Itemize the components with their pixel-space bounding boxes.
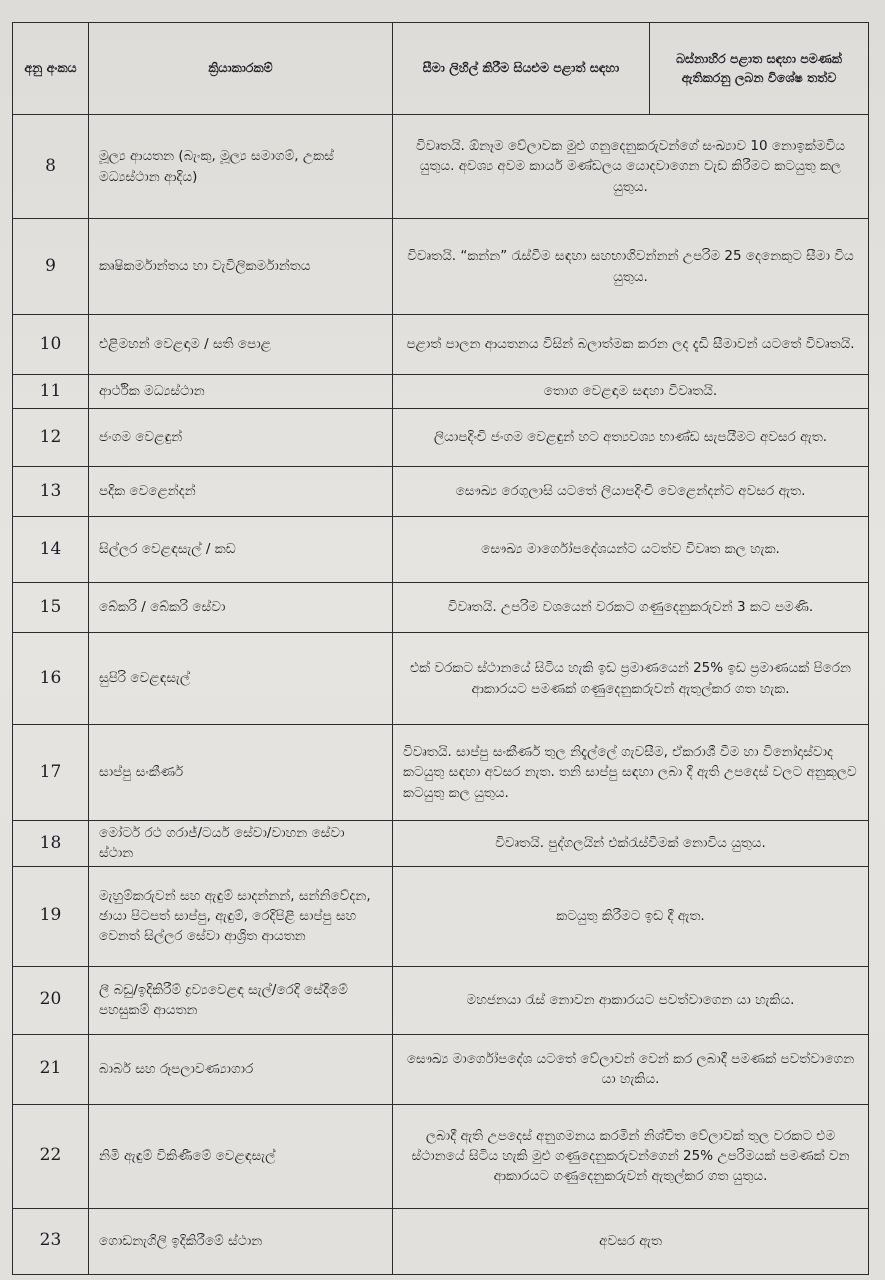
row-activity: සිල්ලර වෙළඳසැල් / කඩ	[89, 517, 393, 583]
table-row	[13, 1104, 869, 1208]
row-activity: සාප්පු සංකීර්ණ	[89, 725, 393, 821]
row-number: 21	[13, 1034, 89, 1104]
row-number: 11	[13, 375, 89, 409]
header-number: අනු අංකය	[13, 23, 89, 115]
row-activity: මූල්‍ය ආයතන (බැංකු, මූල්‍ය සමාගම්, උකස් මධ්‍යස්ථාන ආදිය)	[89, 115, 393, 219]
table-row	[13, 115, 869, 219]
row-activity: බේකරි / බේකරි සේවා	[89, 583, 393, 633]
row-number: 19	[13, 866, 89, 966]
row-number: 12	[13, 409, 89, 467]
header-activity: ක්‍රියාකාරකම්	[89, 23, 393, 115]
table-row	[13, 219, 869, 315]
header-western-province: බස්නාහිර පළාත සඳහා පමණක් ඇතිකරනු ලබන විශේෂ තත්ව	[650, 23, 869, 115]
row-number: 23	[13, 1208, 89, 1274]
row-activity: නිමි ඇඳුම් විකිණීමේ වෙළඳසැල්	[89, 1104, 393, 1208]
row-activity: පදික වෙළෙන්දන්	[89, 467, 393, 517]
row-condition: ලබාදී ඇති උපදෙස් අනුගමනය කරමින් නිශ්චිත වේලාවක් තුල වරකට එම ස්ථානයේ සිටිය හැකි මුළු ගණුදෙනුකරුවන්ගෙන් 25% උපරිමයක් පමණක් වන ආකාරයට ගණුදෙනුකරුවන් ඇතුල්කර ගත යුතුය.	[393, 1104, 869, 1208]
row-number: 22	[13, 1104, 89, 1208]
row-number: 14	[13, 517, 89, 583]
table-row	[13, 633, 869, 725]
row-condition: විවෘතයි. සාප්පු සංකීර්ණ තුල නිදැල්ලේ ගැවසීම, ඒකරාශී වීම හා විනෝදාස්වාද කටයුතු සඳහා අවසර නැත. තනි සාප්පු සඳහා ලබා දී ඇති උපදෙස් වලට අනුකූලව කටයුතු කල යුතුය.	[393, 725, 869, 821]
row-activity: කෘෂිකර්මාන්තය හා වැවිලිකර්මාන්තය	[89, 219, 393, 315]
row-condition: සෞඛ්‍ය මාර්ගෝපදේශ යටතේ වේලාවන් වෙන් කර ලබාදී පමණක් පවත්වාගෙන යා හැකිය.	[393, 1034, 869, 1104]
row-activity: ආර්ථික මධ්‍යස්ථාන	[89, 375, 393, 409]
table-row	[13, 375, 869, 409]
row-condition: විවෘතයි. පුද්ගලයින් එක්රැස්වීමක් නොවිය යුතුය.	[393, 821, 869, 867]
table-row	[13, 315, 869, 375]
row-condition: එක් වරකට ස්ථානයේ සිටිය හැකි ඉඩ ප්‍රමාණයෙන් 25% ඉඩ ප්‍රමාණයක් පිරෙන ආකාරයට පමණක් ගණුදෙනුකරුවන් ඇතුල්කර ගත හැක.	[393, 633, 869, 725]
row-activity: මැහුම්කරුවන් සහ ඇඳුම් සාදන්නන්, සන්නිවේදන, ඡායා පිටපත් සාප්පු, ඇඳුම්, රෙදිපිළි සාප්පු සහ වෙනත් සිල්ලර සේවා ආශ්‍රිත ආයතන	[89, 866, 393, 966]
header-all-provinces: සීමා ලිහිල් කිරීම සියළුම පළාත් සඳහා	[393, 23, 650, 115]
row-activity: මෝටර් රථ ගරාජ්/ටයර් සේවා/වාහන සේවා ස්ථාන	[89, 821, 393, 867]
row-number: 16	[13, 633, 89, 725]
row-activity: බාබර් සහ රූපලාවණ්‍යාගාර	[89, 1034, 393, 1104]
row-condition: විවෘතයි. “කන්න” රැස්වීම සඳහා සහභාගිවන්නන් උපරිම 25 දෙනෙකුට සීමා විය යුතුය.	[393, 219, 869, 315]
row-number: 8	[13, 115, 89, 219]
table-header-row	[13, 23, 869, 115]
row-activity: ගොඩනැගිලි ඉදිකිරීමේ ස්ථාන	[89, 1208, 393, 1274]
table-row	[13, 409, 869, 467]
row-condition: තොග වෙළඳාම සඳහා විවෘතයි.	[393, 375, 869, 409]
row-condition: විවෘතයි. උපරිම වශයෙන් වරකට ගණුදෙනුකරුවන් 3 කට පමණි.	[393, 583, 869, 633]
row-condition: විවෘතයි. ඕනෑම වේලාවක මුළු ගනුදෙනුකරුවන්ගේ සංඛ්‍යාව 10 නොඉක්මවිය යුතුය. අවශ්‍ය අවම කාර්ය මණ්ඩලය යොදවාගෙන වැඩ කිරීමට කටයුතු කල යුතුය.	[393, 115, 869, 219]
row-number: 18	[13, 821, 89, 867]
table-row	[13, 1208, 869, 1274]
row-number: 20	[13, 966, 89, 1034]
row-number: 10	[13, 315, 89, 375]
table-row	[13, 966, 869, 1034]
row-activity: සුපිරි වෙළඳසැල්	[89, 633, 393, 725]
table-row	[13, 467, 869, 517]
table-row	[13, 866, 869, 966]
table-row	[13, 583, 869, 633]
row-number: 13	[13, 467, 89, 517]
row-number: 15	[13, 583, 89, 633]
regulations-table	[12, 22, 869, 1275]
table-row	[13, 821, 869, 867]
row-activity: ලී බඩු/ඉදිකිරීම් ද්‍රව්‍යවෙළඳ සැල්/රෙදි සේදීමේ පහසුකම් ආයතන	[89, 966, 393, 1034]
row-condition: කටයුතු කිරීමට ඉඩ දී ඇත.	[393, 866, 869, 966]
row-condition: පළාත් පාලන ආයතනය විසින් බලාත්මක කරන ලද දැඩි සීමාවන් යටතේ විවෘතයි.	[393, 315, 869, 375]
row-condition: අවසර ඇත	[393, 1208, 869, 1274]
row-condition: සෞඛ්‍ය රෙගුලාසි යටතේ ලියාපදිංචි වෙළෙන්දන්ට අවසර ඇත.	[393, 467, 869, 517]
row-condition: සෞඛ්‍ය මාර්ගෝපදේශයන්ට යටත්ව විවෘත කල හැක.	[393, 517, 869, 583]
table-row	[13, 725, 869, 821]
row-number: 9	[13, 219, 89, 315]
row-condition: මහජනයා රැස් නොවන ආකාරයට පවත්වාගෙන යා හැකිය.	[393, 966, 869, 1034]
row-activity: එළිමහන් වෙළඳාම / සති පොළ	[89, 315, 393, 375]
table-row	[13, 1034, 869, 1104]
row-activity: ජංගම වෙළඳුන්	[89, 409, 393, 467]
row-number: 17	[13, 725, 89, 821]
row-condition: ලියාපදිංචි ජංගම වෙළඳුන් හට අත්‍යවශ්‍ය භාණ්ඩ සැපයීමට අවසර ඇත.	[393, 409, 869, 467]
table-row	[13, 517, 869, 583]
